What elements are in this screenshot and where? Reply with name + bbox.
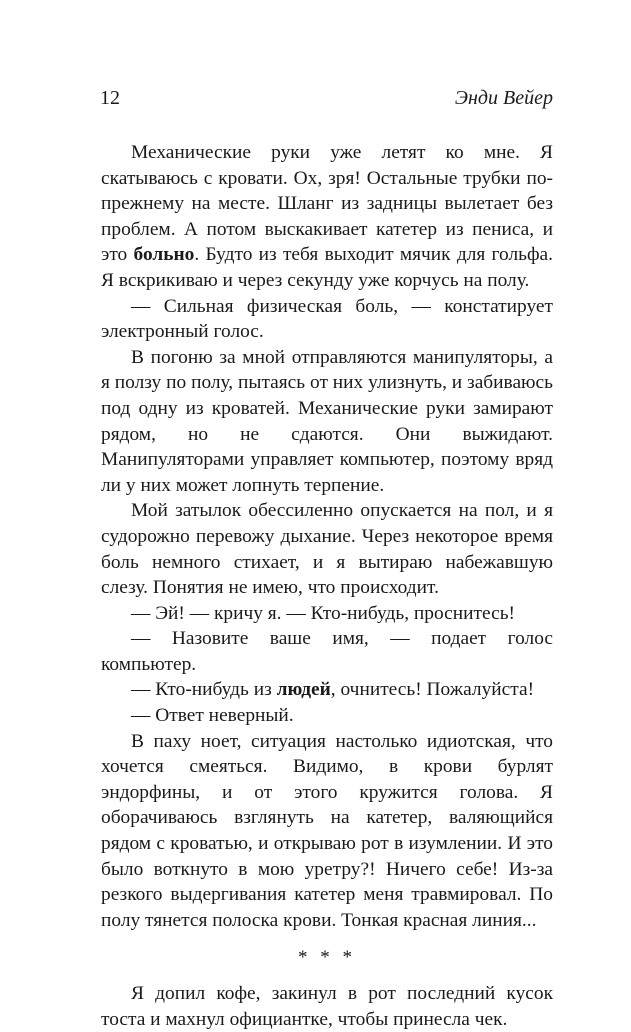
paragraph-5: — Эй! — кричу я. — Кто-нибудь, проснитесь!: [131, 602, 516, 624]
paragraph-7: [101, 677, 553, 703]
paragraph-8: — Ответ неверный.: [131, 705, 294, 727]
section-separator: * * *: [298, 947, 356, 969]
paragraph-1: [101, 140, 553, 294]
paragraph-9: В паху ноет, ситуация настолько идиотская, что хочется смеяться. Видимо, в крови бурлят эндорфины, и от этого кружится голова. Я оборачиваюсь взглянуть на катетер, валяющийся рядом с кроватью, и открываю рот в изумлении. И это было воткнуто в мою уретру?! Ничего себе! Из-за резкого выдергивания катетер меня травмировал. По полу тянется полоска крови. Тонкая красная линия...: [101, 730, 553, 931]
paragraph-10: Я допил кофе, закинул в рот последний кусок тоста и махнул официантке, чтобы принесла чек.: [101, 983, 553, 1030]
paragraph-7-part-a: — Кто-нибудь из: [131, 679, 277, 701]
page-body: [101, 140, 553, 1032]
page-number: 12: [100, 87, 120, 109]
paragraph-7-part-b: , очнитесь! Пожалуйста!: [330, 679, 535, 701]
page-header: [100, 86, 553, 110]
paragraph-1-part-b: . Будто из тебя выходит мячик для гольфа. Я вскрикиваю и через секунду уже корчусь на полу.: [101, 244, 553, 291]
paragraph-2: — Сильная физическая боль, — констатирует электронный голос.: [101, 295, 553, 343]
paragraph-6: — Назовите ваше имя, — подает голос компьютер.: [101, 628, 553, 675]
running-head-author: Энди Вейер: [454, 87, 553, 109]
paragraph-7-bold-word: людей: [276, 679, 331, 701]
paragraph-4: Мой затылок обессиленно опускается на пол, и я судорожно перевожу дыхание. Через некоторое время боль немного стихает, и я вытираю набежавшую слезу. Понятия не имею, что происходит.: [101, 500, 553, 599]
paragraph-1-part-a: Механические руки уже летят ко мне. Я скатываюсь с кровати. Ох, зря! Остальные трубки по-прежнему на месте. Шланг из задницы вылетает без проблем. А потом выскакивает катетер из пениса, и это: [101, 142, 553, 266]
paragraph-3: В погоню за мной отправляются манипуляторы, а я ползу по полу, пытаясь от них улизнуть, и забиваюсь под одну из кроватей. Механические руки замирают рядом, но не сдаются. Они выжидают. Манипуляторами управляет компьютер, поэтому вряд ли у них может лопнуть терпение.: [101, 346, 553, 496]
paragraph-1-bold-word: больно: [133, 244, 195, 266]
